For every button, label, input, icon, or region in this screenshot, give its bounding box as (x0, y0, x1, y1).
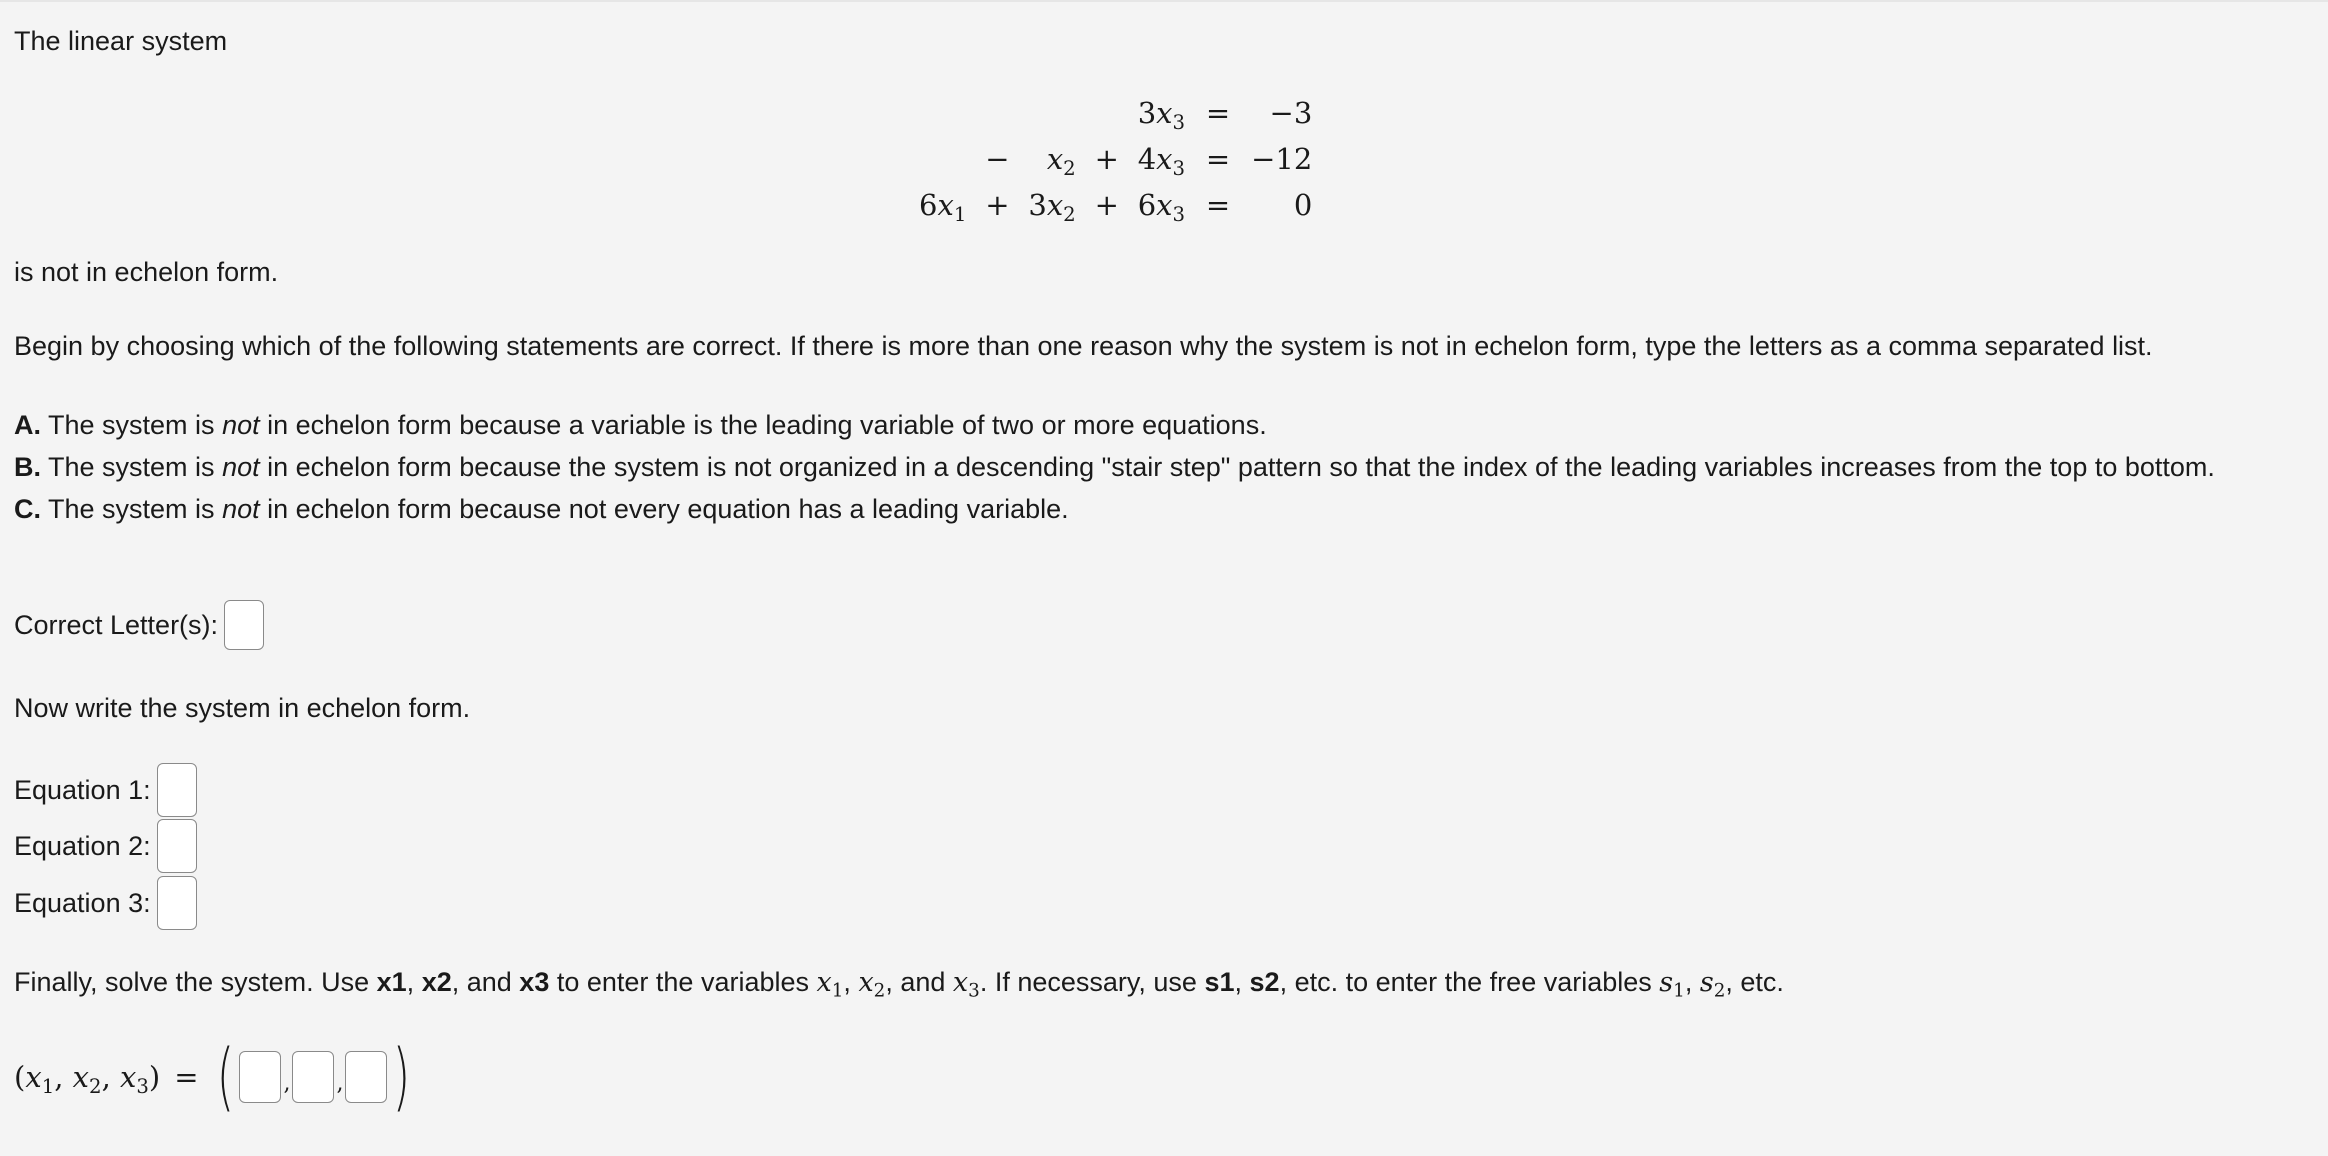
option-b: B. The system is not in echelon form because the system is not organized in a descending "stair step" pattern so that the index of the leading variables increases from the top to bottom. (14, 452, 2215, 482)
system-cell-c3: $3x_3$ (1137, 96, 1186, 134)
system-cell-op2 (1076, 90, 1138, 136)
system-cell-op1: + (985, 188, 1010, 222)
right-paren: ) (393, 1034, 411, 1120)
system-equation-1 (919, 90, 1312, 136)
var-s2: $s_2$ (1699, 967, 1726, 1002)
system-cell-rhs: 0 (1293, 188, 1313, 222)
solution-x1-input[interactable] (239, 1051, 281, 1103)
system-equation-3 (919, 182, 1312, 228)
linear-system (919, 90, 1312, 228)
solution-equals: = (174, 1060, 199, 1094)
option-a: A. The system is not in echelon form because a variable is the leading variable of two or more equations. (14, 410, 1267, 440)
system-cell-c3: $6x_3$ (1137, 188, 1186, 226)
finally-text: Finally, solve the system. Use x1, x2, and x3 to enter the variables $x_1$, $x_2$, and $x_3$. If necessary, use s1, s2, etc. to enter the free variables $s_1$, $s_2$, etc. (14, 967, 1784, 1002)
var-x3: $x_3$ (952, 967, 980, 1002)
solution-x2-input[interactable] (292, 1051, 334, 1103)
not-echelon-text: is not in echelon form. (14, 257, 279, 287)
equation-3-input[interactable] (157, 876, 197, 930)
option-c: C. The system is not in echelon form because not every equation has a leading variable. (14, 494, 1069, 524)
intro-text: The linear system (14, 26, 228, 56)
system-cell-op1: − (985, 142, 1010, 176)
correct-letters-label: Correct Letter(s): (14, 609, 219, 640)
equation-1-input[interactable] (157, 763, 197, 817)
system-cell-rhs: −12 (1251, 142, 1313, 176)
correct-letters-row (14, 600, 264, 650)
system-cell-c3: $4x_3$ (1137, 142, 1186, 180)
equation-3-row (14, 876, 197, 930)
system-cell-c2: $x_2$ (1046, 142, 1076, 180)
equation-2-label: Equation 2: (14, 830, 151, 861)
equation-1-row (14, 763, 197, 817)
var-x2: $x_2$ (858, 967, 886, 1002)
system-cell-c2 (1028, 90, 1075, 136)
system-cell-c1: $6x_1$ (919, 188, 967, 226)
equation-3-label: Equation 3: (14, 887, 151, 918)
now-write-text: Now write the system in echelon form. (14, 693, 471, 723)
system-cell-op2: + (1094, 188, 1119, 222)
solution-x3-input[interactable] (345, 1051, 387, 1103)
system-cell-c1 (919, 90, 966, 136)
system-cell-c1 (919, 136, 966, 182)
solution-lhs: ($x_1$, $x_2$, $x_3$) (14, 1060, 161, 1098)
left-paren: ( (216, 1034, 234, 1120)
solution-row (14, 1034, 416, 1120)
comma-separator: , (283, 1071, 291, 1096)
equation-2-input[interactable] (157, 819, 197, 873)
system-equation-2 (919, 136, 1312, 182)
system-cell-eq: = (1205, 142, 1231, 176)
system-cell-eq: = (1205, 188, 1231, 222)
comma-separator: , (336, 1071, 344, 1096)
correct-letters-input[interactable] (224, 600, 264, 650)
options-list (14, 404, 2254, 530)
equation-2-row (14, 819, 197, 873)
system-cell-eq: = (1205, 96, 1231, 130)
system-cell-c2: $3x_2$ (1028, 188, 1076, 226)
equation-1-label: Equation 1: (14, 774, 151, 805)
system-cell-op2: + (1094, 142, 1119, 176)
var-s1: $s_1$ (1659, 967, 1685, 1002)
system-cell-op1 (966, 90, 1028, 136)
top-divider (0, 0, 2328, 2)
var-x1: $x_1$ (816, 967, 844, 1002)
system-cell-rhs: −3 (1269, 96, 1313, 130)
instructions-text: Begin by choosing which of the following statements are correct. If there is more than one reason why the system is not in echelon form, type the letters as a comma separated list. (14, 331, 2153, 361)
